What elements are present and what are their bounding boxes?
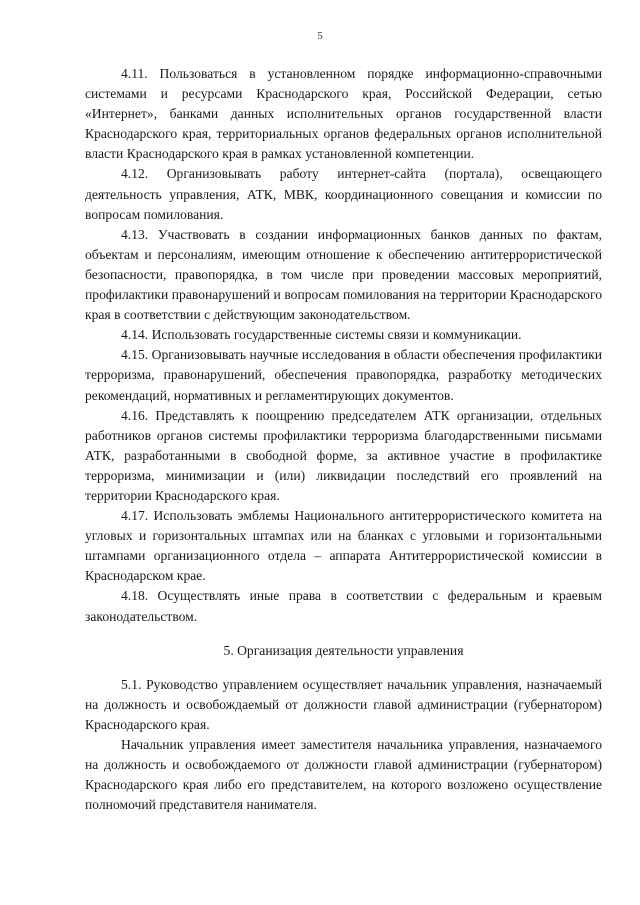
section-heading: 5. Организация деятельности управления <box>223 642 464 658</box>
document-body <box>85 64 602 815</box>
page-number: 5 <box>317 30 323 42</box>
paragraph-4-16: 4.16. Представлять к поощрению председателем АТК организации, отдельных работников органов системы профилактики терроризма благодарственными письмами АТК, разработанными в свободной форме, за активное участие в профилактике терроризма, минимизации и (или) ликвидации последствий его проявлений на территории Краснодарского края. <box>85 407 602 503</box>
paragraph-4-17: 4.17. Использовать эмблемы Национального антитеррористического комитета на угловых и горизонтальных штампах или на бланках с угловыми и горизонтальными штампами организационного отдела – аппарата Антитеррористической комиссии в Краснодарском крае. <box>85 508 602 584</box>
paragraph-4-11: 4.11. Пользоваться в установленном порядке информационно-справочными системами и ресурсами Краснодарского края, Российской Федерации, сетью «Интернет», банками данных исполнительных органов государственной власти Краснодарского края, территориальных органов федеральных органов исполнительной власти Краснодарского края в рамках установленной компетенции. <box>85 66 602 162</box>
paragraph-4-13: 4.13. Участвовать в создании информационных банков данных по фактам, объектам и персоналиям, имеющим отношение к обеспечению антитеррористической безопасности, правопорядка, в том числе при проведении массовых мероприятий, профилактики правонарушений и вопросам помилования на территории Краснодарского края в соответствии с действующим законодательством. <box>85 226 602 323</box>
paragraph-4-12: 4.12. Организовывать работу интернет-сайта (портала), освещающего деятельность управления, АТК, МВК, координационного совещания и комиссии по вопросам помилования. <box>85 166 602 222</box>
paragraph-4-15: 4.15. Организовывать научные исследования в области обеспечения профилактики терроризма, правонарушений, обеспечения правопорядка, разработку методических рекомендаций, нормативных и регламентирующих документов. <box>85 347 602 403</box>
paragraph-5-1: 5.1. Руководство управлением осуществляет начальник управления, назначаемый на должность и освобождаемый от должности главой администрации (губернатором) Краснодарского края. <box>85 676 602 732</box>
paragraph-4-14: 4.14. Использовать государственные системы связи и коммуникации. <box>121 327 522 343</box>
paragraph-5-1-deputy: Начальник управления имеет заместителя начальника управления, назначаемого на должность и освобождаемого от должности главой администрации (губернатором) Краснодарского края либо его представителем, на которого возложено осуществление полномочий представителя нанимателя. <box>85 737 602 813</box>
paragraph-4-18: 4.18. Осуществлять иные права в соответствии с федеральным и краевым законодательством. <box>85 588 602 624</box>
